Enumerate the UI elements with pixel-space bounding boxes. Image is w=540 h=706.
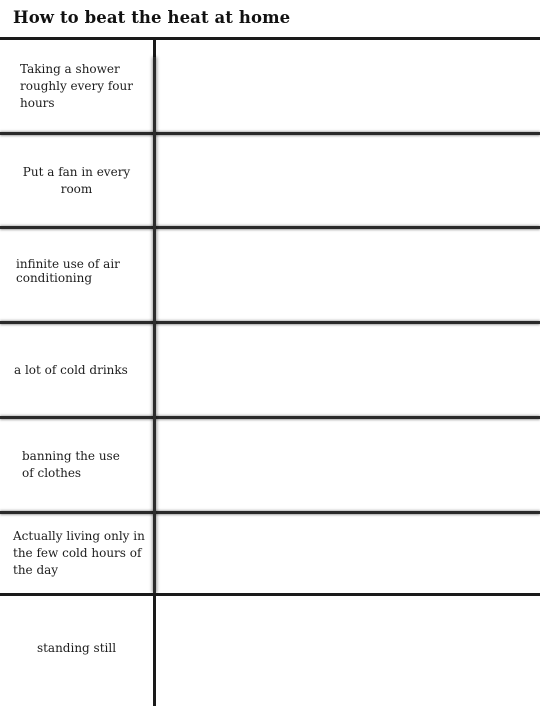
answer-cell[interactable] — [156, 40, 540, 132]
answer-cell[interactable] — [156, 229, 540, 321]
row-label-cell — [0, 40, 153, 132]
answer-cell[interactable] — [156, 514, 540, 593]
chart-title: How to beat the heat at home — [13, 8, 291, 27]
row-label: Taking a shower roughly every four hours — [20, 61, 133, 110]
row-label-cell — [0, 324, 153, 416]
row-label: standing still — [36, 640, 117, 655]
row-label: banning the use of clothes — [22, 449, 120, 480]
row-label: Put a fan in every room — [22, 164, 131, 196]
row-label: Actually living only in the few cold hours of the day — [13, 529, 145, 577]
row-label-cell — [0, 419, 153, 511]
row-label-cell — [0, 229, 153, 313]
row-label-cell — [0, 596, 153, 700]
answer-cell[interactable] — [156, 135, 540, 226]
answer-cell[interactable] — [156, 596, 540, 706]
row-label: infinite use of air conditioning — [16, 257, 120, 285]
row-label-cell — [0, 514, 153, 593]
row-label-cell — [0, 135, 153, 226]
answer-cell[interactable] — [156, 324, 540, 416]
row-label: a lot of cold drinks — [14, 362, 128, 377]
answer-cell[interactable] — [156, 419, 540, 511]
